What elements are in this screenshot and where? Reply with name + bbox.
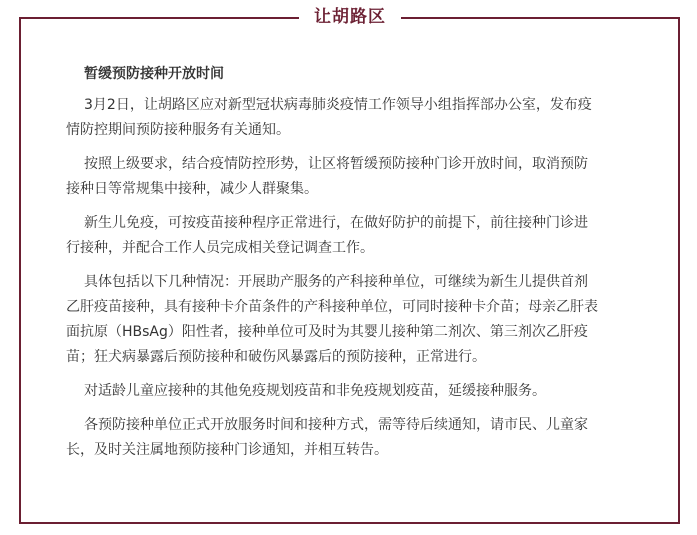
paragraph-line: 长，及时关注属地预防接种门诊通知，并相互转告。 xyxy=(66,442,388,458)
paragraph xyxy=(66,270,652,370)
paragraph-line: 对适龄儿童应接种的其他免疫规划疫苗和非免疫规划疫苗，延缓接种服务。 xyxy=(84,383,546,399)
paragraph-line: 情防控期间预防接种服务有关通知。 xyxy=(66,122,290,138)
paragraph-line: 按照上级要求，结合疫情防控形势，让区将暂缓预防接种门诊开放时间，取消预防 xyxy=(84,156,588,172)
district-badge: 让胡路区 xyxy=(299,4,401,30)
paragraph-line: 新生儿免疫，可按疫苗接种程序正常进行，在做好防护的前提下，前往接种门诊进 xyxy=(84,215,588,231)
paragraph-line: 行接种，并配合工作人员完成相关登记调查工作。 xyxy=(66,240,374,256)
paragraph-line: 3月2日，让胡路区应对新型冠状病毒肺炎疫情工作领导小组指挥部办公室，发布疫 xyxy=(84,97,592,113)
paragraph-list xyxy=(66,93,652,463)
paragraph-line: 乙肝疫苗接种，具有接种卡介苗条件的产科接种单位，可同时接种卡介苗；母亲乙肝表 xyxy=(66,299,598,315)
paragraph-line: 苗；狂犬病暴露后预防接种和破伤风暴露后的预防接种，正常进行。 xyxy=(66,349,486,365)
paragraph-line: 面抗原（HBsAg）阳性者，接种单位可及时为其婴儿接种第二剂次、第三剂次乙肝疫 xyxy=(66,324,588,340)
paragraph xyxy=(66,413,652,463)
paragraph-line: 接种日等常规集中接种，减少人群聚集。 xyxy=(66,181,318,197)
paragraph xyxy=(66,211,652,261)
paragraph-line: 各预防接种单位正式开放服务时间和接种方式，需等待后续通知，请市民、儿童家 xyxy=(84,417,588,433)
article-title: 暂缓预防接种开放时间 xyxy=(84,66,224,82)
article-body xyxy=(66,62,652,472)
paragraph-line: 具体包括以下几种情况：开展助产服务的产科接种单位，可继续为新生儿提供首剂 xyxy=(84,274,588,290)
paragraph xyxy=(84,379,652,404)
paragraph xyxy=(66,93,652,143)
paragraph xyxy=(66,152,652,202)
